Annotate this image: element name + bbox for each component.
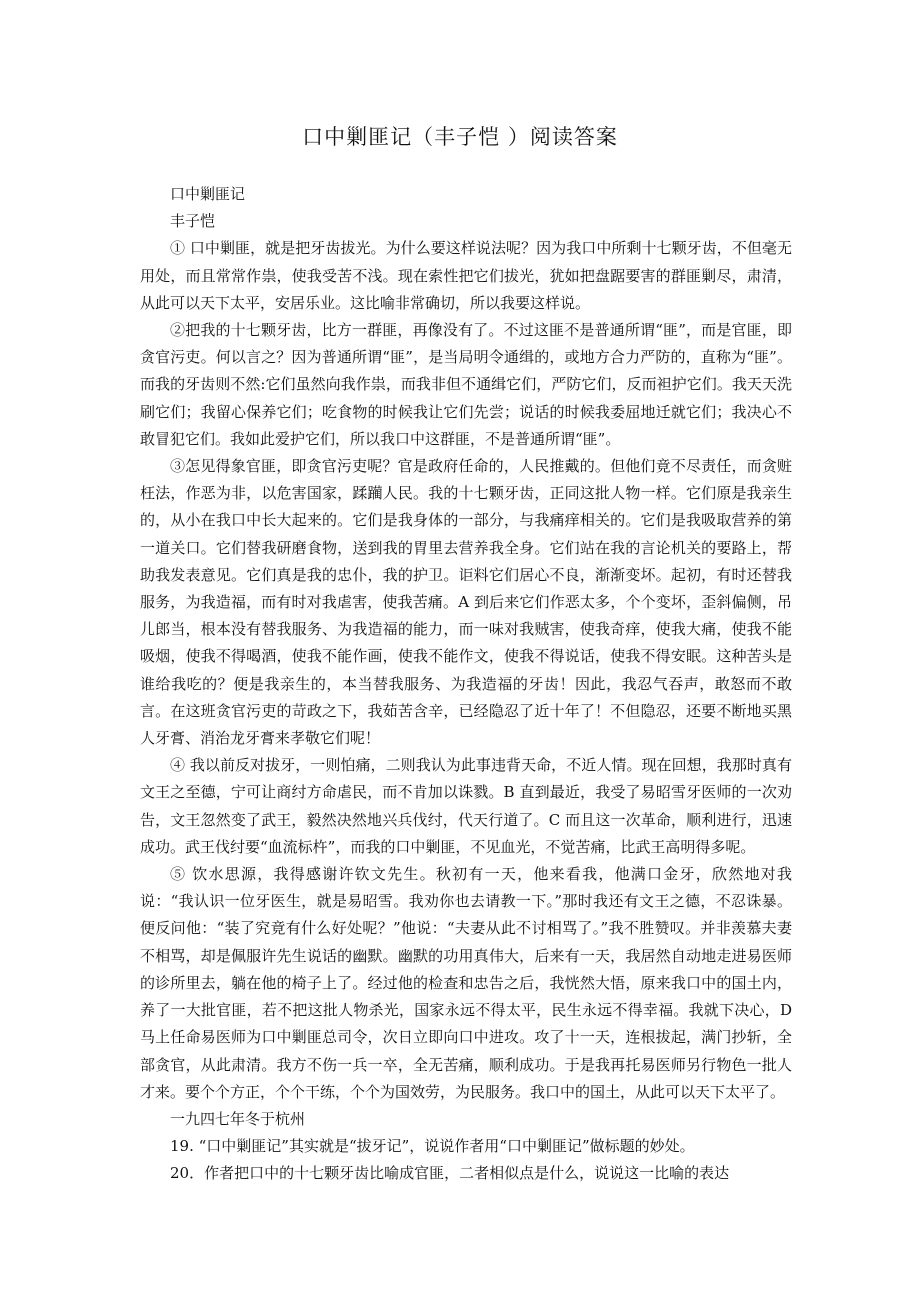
question-20: 20．作者把口中的十七颗牙齿比喻成官匪，二者相似点是什么，说说这一比喻的表达 bbox=[170, 1164, 730, 1183]
paragraph-2: ②把我的十七颗牙齿，比方一群匪，再像没有了。不过这匪不是普通所谓“匪”，而是官匪，即贪官污吏。何以言之？因为普通所谓“匪”，是当局明令通缉的，或地方合力严防的，直称为“匪”。而我的牙齿则不然:它们虽然向我作祟，而我非但不通缉它们，严防它们，反而袒护它们。我天天洗刷它们；我留心保养它们；吃食物的时候我让它们先尝；说话的时候我委屈地迁就它们；我决心不敢冒犯它们。我如此爱护它们，所以我口中这群匪，不是普通所谓“匪”。 bbox=[140, 321, 792, 448]
document-title: 口中剿匪记（丰子恺 ）阅读答案 bbox=[302, 125, 618, 149]
date-line: 一九四七年冬于杭州 bbox=[170, 1109, 306, 1128]
paragraph-3: ③怎见得象官匪，即贪官污吏呢？官是政府任命的，人民推戴的。但他们竟不尽责任，而贪赃枉法，作恶为非，以危害国家，蹂躏人民。我的十七颗牙齿，正同这批人物一样。它们原是我亲生的，从小在我口中长大起来的。它们是我身体的一部分，与我痛痒相关的。它们是我吸取营养的第一道关口。它们替我研磨食物，送到我的胃里去营养我全身。它们站在我的言论机关的要路上，帮助我发表意见。它们真是我的忠仆，我的护卫。讵料它们居心不良，渐渐变坏。起初，有时还替我服务，为我造福，而有时对我虐害，使我苦痛。A 到后来它们作恶太多，个个变坏，歪斜偏侧，吊儿郎当，根本没有替我服务、为我造福的能力，而一味对我贼害，使我奇痒，使我大痛，使我不能吸烟，使我不得喝酒，使我不能作画，使我不能作文，使我不得说话，使我不得安眠。这种苦头是谁给我吃的？便是我亲生的，本当替我服务、为我造福的牙齿！因此，我忍气吞声，敢怒而不敢言。在这班贪官污吏的苛政之下，我茹苦含辛，已经隐忍了近十年了！不但隐忍，还要不断地买黑人牙膏、消治龙牙膏来孝敬它们呢！ bbox=[140, 457, 792, 748]
paragraph-5: ⑤ 饮水思源，我得感谢许钦文先生。秋初有一天，他来看我，他满口金牙，欣然地对我说：“我认识一位牙医生，就是易昭雪。我劝你也去请教一下。”那时我还有文王之德，不忍诛暴。便反问他：“装了究竟有什么好处呢？”他说：“夫妻从此不讨相骂了。”我不胜赞叹。并非羡慕夫妻不相骂，却是佩服许先生说话的幽默。幽默的功用真伟大，后来有一天，我居然自动地走进易医师的诊所里去，躺在他的椅子上了。经过他的检查和忠告之后，我恍然大悟，原来我口中的国土内，养了一大批官匪，若不把这批人物杀光，国家永远不得太平，民生永远不得幸福。我就下决心，D 马上任命易医师为口中剿匪总司令，次日立即向口中进攻。攻了十一天，连根拔起，满门抄斩，全部贪官，从此肃清。我方不伤一兵一卒，全无苦痛，顺利成功。于是我再托易医师另行物色一批人才来。要个个方正，个个干练，个个为国效劳，为民服务。我口中的国土，从此可以天下太平了。 bbox=[140, 865, 792, 1101]
essay-author: 丰子恺 bbox=[170, 212, 216, 231]
question-19: 19. “口中剿匪记”其实就是“拔牙记”，说说作者用“口中剿匪记”做标题的妙处。 bbox=[170, 1137, 695, 1156]
document-body bbox=[140, 181, 792, 1188]
paragraph-4: ④ 我以前反对拔牙，一则怕痛，二则我认为此事违背天命，不近人情。现在回想，我那时真有文王之至德，宁可让商纣方命虐民，而不肯加以诛戮。B 直到最近，我受了易昭雪牙医师的一次劝告，文王忽然变了武王，毅然决然地兴兵伐纣，代天行道了。C 而且这一次革命，顺利进行，迅速成功。武王伐纣要“血流标杵”，而我的口中剿匪，不见血光，不觉苦痛，比武王高明得多呢。 bbox=[140, 756, 792, 856]
essay-heading: 口中剿匪记 bbox=[170, 185, 246, 203]
paragraph-1: ① 口中剿匪，就是把牙齿拔光。为什么要这样说法呢？因为我口中所剩十七颗牙齿，不但毫无用处，而且常常作祟，使我受苦不浅。现在索性把它们拔光，犹如把盘踞要害的群匪剿尽，肃清，从此可以天下太平，安居乐业。这比喻非常确切，所以我要这样说。 bbox=[140, 239, 792, 312]
